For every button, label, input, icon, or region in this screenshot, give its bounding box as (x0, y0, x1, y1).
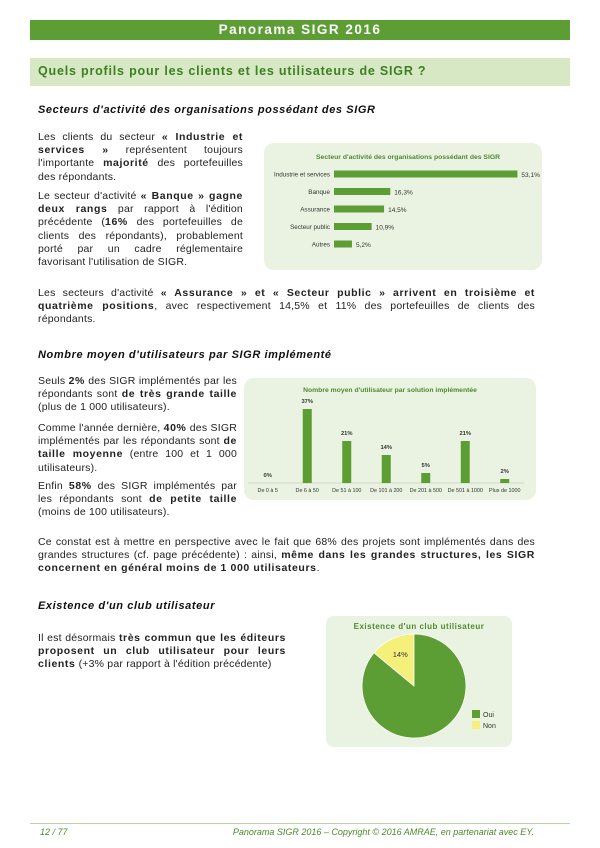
legend-swatch (472, 721, 480, 729)
text-run: Il est désormais (38, 632, 119, 644)
bar (461, 441, 470, 483)
value-label: 53,1% (521, 171, 540, 179)
text-bold: « Banque » gagne deux rangs (38, 190, 243, 216)
chart-users-box (244, 378, 536, 500)
text-run: (entre 100 et 1 000 utilisateurs). (38, 448, 237, 474)
bar (303, 409, 312, 483)
category-label: De 6 à 50 (295, 488, 319, 494)
bar (334, 206, 384, 213)
question-text: Quels profils pour les clients et les utilisateurs de SIGR ? (38, 64, 427, 78)
bar (334, 223, 372, 230)
paragraph-industry (38, 131, 243, 184)
category-label: De 501 à 1000 (447, 488, 483, 494)
value-label: 5,2% (355, 241, 371, 249)
category-label: Assurance (300, 206, 330, 214)
category-label: De 0 à 5 (257, 488, 278, 494)
text-run: représentent toujours l'importante (38, 144, 243, 170)
text-run: . (316, 562, 320, 575)
value-label: 21% (459, 431, 472, 437)
text-bold: « Assurance » et « Secteur public » arrivent en troisième et quatrième positions (38, 287, 535, 313)
paragraph-club (38, 632, 286, 672)
value-label: 14,5% (388, 206, 407, 214)
text-bold: 58% (68, 480, 92, 492)
chart-sectors-box (264, 143, 542, 270)
category-label: Banque (308, 189, 330, 196)
legend-label: Non (483, 723, 496, 730)
text-bold: 40% (163, 422, 187, 434)
value-label: 0% (263, 473, 272, 479)
paragraph-banque (38, 190, 243, 269)
bar (334, 171, 517, 178)
footer-page-number: 12 / 77 (40, 827, 68, 837)
section-heading-club: Existence d'un club utilisateur (38, 600, 216, 612)
paragraph-very-large (38, 375, 237, 415)
text-bold: très commun que les éditeurs proposent un club utilisateur pour leurs clients (38, 632, 286, 671)
category-label: De 51 à 100 (332, 488, 362, 494)
text-bold: 16% (105, 216, 128, 229)
section-heading-sectors: Secteurs d'activité des organisations possédant des SIGR (38, 104, 376, 116)
chart-title: Nombre moyen d'utilisateur par solution implémentée (303, 387, 477, 394)
section-heading-users: Nombre moyen d'utilisateurs par SIGR implémenté (38, 349, 332, 361)
category-label: De 201 à 500 (409, 488, 442, 494)
value-label: 14% (380, 445, 393, 451)
text-run: Seuls (38, 375, 69, 387)
category-label: Plus de 1000 (489, 488, 521, 494)
bar (500, 479, 509, 483)
chart-club (326, 616, 512, 759)
value-label: 2% (500, 469, 509, 475)
value-label: 16,3% (394, 189, 413, 197)
text-run: Comme l'année dernière, (38, 422, 164, 434)
value-label: 21% (340, 431, 353, 437)
page-header-title: Panorama SIGR 2016 (30, 20, 570, 40)
chart-users (244, 378, 536, 500)
text-bold: majorité (103, 157, 149, 170)
text-run: Ce constat est à mettre en perspective avec le fait que 68% des projets sont implémentés dans des grandes structures (cf. page précédente) : ainsi, (38, 536, 535, 562)
paragraph-medium (38, 422, 237, 475)
text-run: par rapport à l'édition précédente ( (38, 203, 243, 229)
text-run: Le secteur d'activité (38, 190, 141, 202)
chart-title: Existence d'un club utilisateur (353, 622, 485, 631)
value-label: 10,9% (375, 224, 395, 232)
text-run: , avec respectivement 14,5% et 11% des portefeuilles de clients des répondants. (38, 300, 535, 326)
category-label: Secteur public (290, 224, 330, 231)
value-label: 37% (301, 399, 314, 405)
bar (421, 473, 430, 483)
category-label: Industrie et services (274, 171, 330, 179)
text-run: des portefeuilles des répondants. (38, 157, 243, 183)
category-label: Autres (311, 241, 330, 249)
slice-label: 86% (447, 749, 463, 759)
chart-club-box (326, 616, 512, 759)
text-run: (plus de 1 000 utilisateurs). (38, 401, 170, 414)
text-run: des SIGR implémentés par les répondants sont (38, 375, 238, 401)
text-run: des SIGR implémentés par les répondants sont (38, 422, 237, 448)
paragraph-perspective (38, 536, 535, 576)
bar (334, 241, 352, 248)
text-bold: de très grande taille (121, 388, 237, 401)
bar (334, 188, 390, 195)
footer-copyright: Panorama SIGR 2016 – Copyright © 2016 AMRAE, en partenariat avec EY. (232, 827, 534, 837)
bar (382, 455, 391, 483)
text-run: (+3% par rapport à l'édition précédente) (75, 658, 272, 671)
chart-sectors (264, 143, 542, 270)
text-bold: de petite taille (149, 493, 238, 506)
text-run: Les secteurs d'activité (38, 287, 161, 299)
text-bold: même dans les grandes structures, les SIGR concernent en général moins de 1 000 utilisateurs (38, 549, 535, 575)
text-run: des SIGR implémentés par les répondants sont (38, 480, 237, 506)
footer-divider (30, 823, 570, 824)
paragraph-small (38, 480, 237, 520)
chart-title: Secteur d'activité des organisations possédant des SIGR (316, 154, 501, 161)
legend-swatch (472, 710, 480, 718)
slice-label: 14% (392, 649, 408, 659)
text-bold: « Industrie et services » (38, 131, 243, 157)
text-bold: de taille moyenne (38, 435, 237, 461)
paragraph-assurance (38, 287, 535, 327)
legend-label: Oui (483, 712, 494, 719)
text-bold: 2% (68, 375, 85, 387)
bar (342, 441, 351, 483)
value-label: 5% (421, 463, 430, 469)
text-run: Les clients du secteur (38, 131, 162, 143)
text-run: des portefeuilles de clients des répondants), probablement porté par un cadre réglementaire favorisant l'utilisation de SIGR. (38, 216, 243, 269)
category-label: De 101 à 200 (370, 488, 403, 494)
text-run: Enfin (38, 480, 69, 492)
text-run: (moins de 100 utilisateurs). (38, 506, 170, 519)
